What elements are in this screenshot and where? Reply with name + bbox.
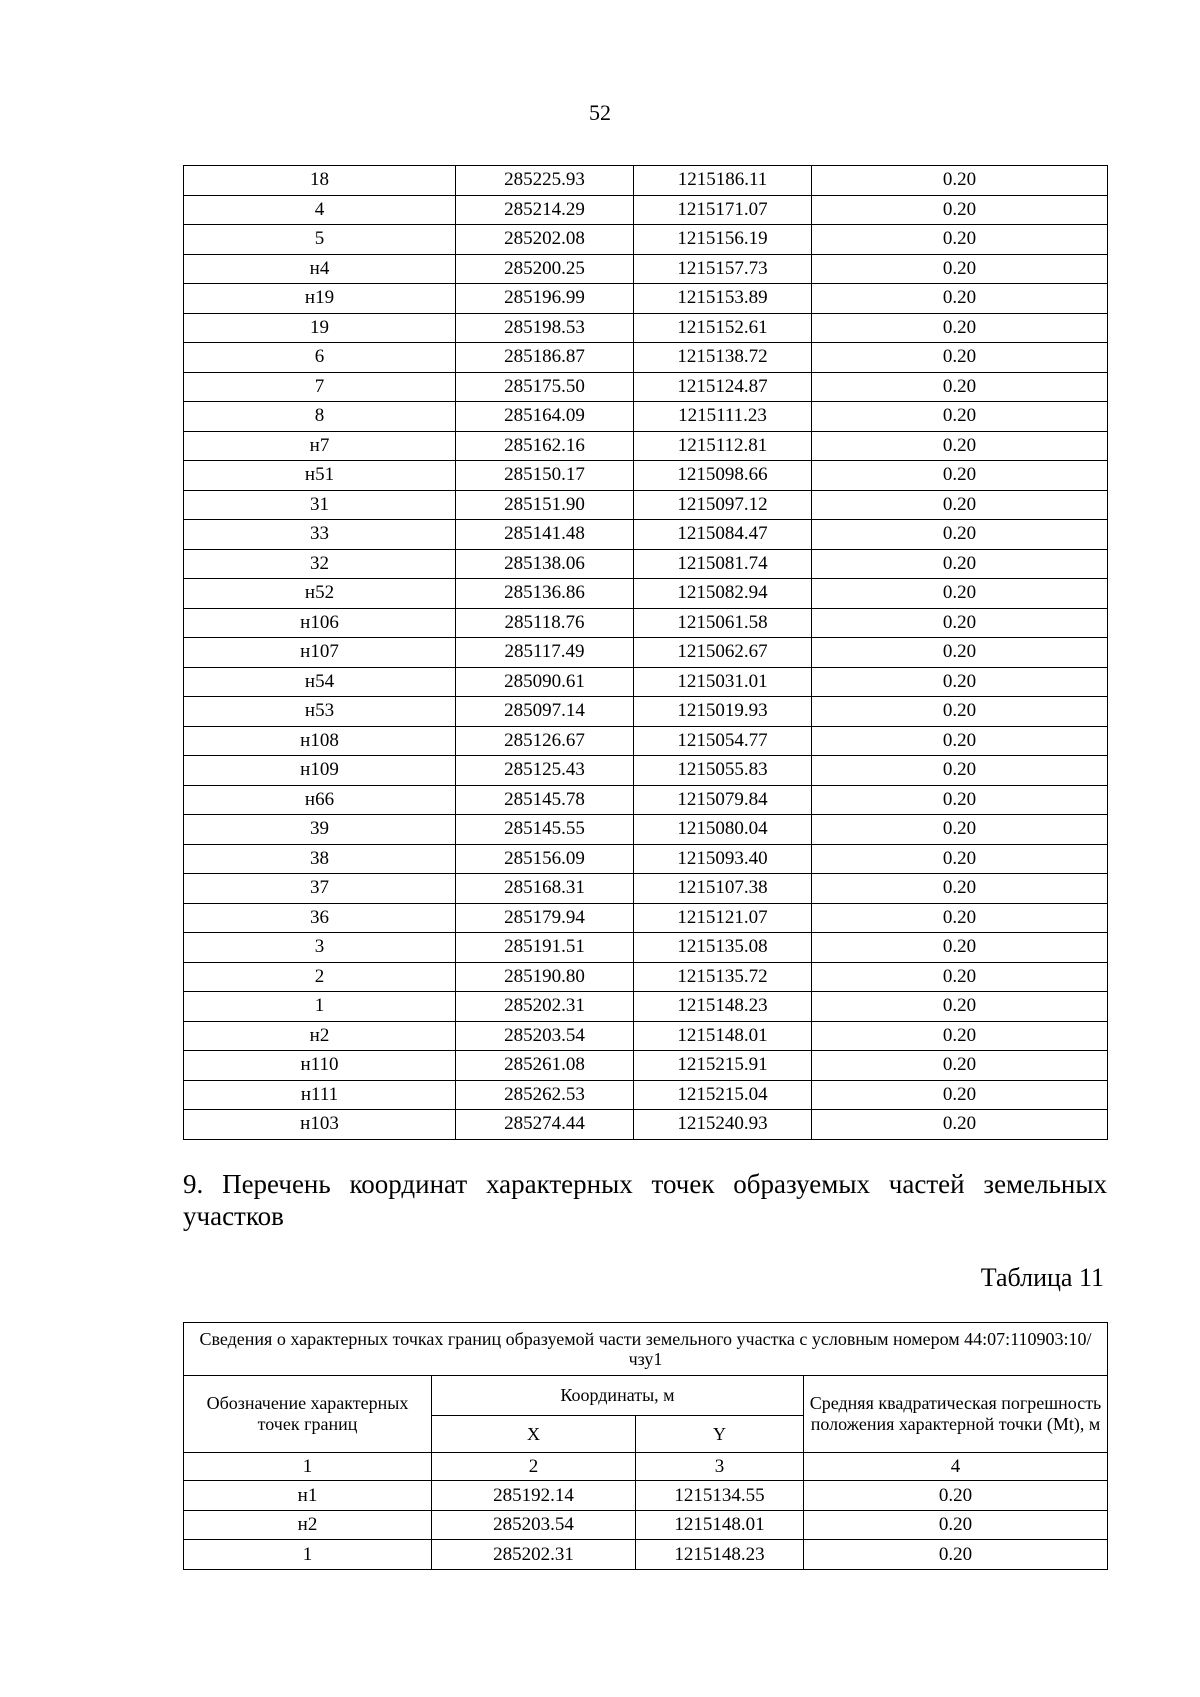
y-cell: 1215148.01 — [634, 1021, 812, 1051]
error-cell: 0.20 — [812, 195, 1108, 225]
point-cell: н52 — [184, 579, 456, 609]
point-cell: н110 — [184, 1051, 456, 1081]
point-cell: 31 — [184, 490, 456, 520]
table-row — [184, 726, 1108, 756]
y-cell: 1215124.87 — [634, 372, 812, 402]
y-cell: 1215111.23 — [634, 402, 812, 432]
error-cell: 0.20 — [812, 815, 1108, 845]
x-cell: 285274.44 — [456, 1110, 634, 1140]
point-cell: 5 — [184, 225, 456, 255]
coordinates-table — [183, 165, 1108, 1140]
x-cell: 285136.86 — [456, 579, 634, 609]
point-cell: 18 — [184, 166, 456, 196]
table-row — [184, 254, 1108, 284]
y-cell: 1215093.40 — [634, 844, 812, 874]
point-cell: н106 — [184, 608, 456, 638]
point-cell: 36 — [184, 903, 456, 933]
error-cell: 0.20 — [812, 490, 1108, 520]
error-cell: 0.20 — [812, 962, 1108, 992]
y-cell: 1215148.01 — [636, 1510, 804, 1540]
point-cell: 7 — [184, 372, 456, 402]
table-row — [184, 520, 1108, 550]
x-cell: 285225.93 — [456, 166, 634, 196]
y-cell: 1215135.72 — [634, 962, 812, 992]
y-cell: 1215098.66 — [634, 461, 812, 491]
error-cell: 0.20 — [812, 608, 1108, 638]
table-row — [184, 402, 1108, 432]
table-row — [184, 431, 1108, 461]
table-row — [184, 874, 1108, 904]
x-cell: 285118.76 — [456, 608, 634, 638]
point-cell: н53 — [184, 697, 456, 727]
point-cell: н108 — [184, 726, 456, 756]
error-cell: 0.20 — [812, 933, 1108, 963]
error-cell: 0.20 — [804, 1510, 1108, 1540]
table-row — [184, 638, 1108, 668]
error-cell: 0.20 — [812, 726, 1108, 756]
table-label: Таблица 11 — [980, 1263, 1104, 1292]
error-cell: 0.20 — [812, 254, 1108, 284]
error-cell: 0.20 — [812, 697, 1108, 727]
error-cell: 0.20 — [812, 667, 1108, 697]
error-cell: 0.20 — [804, 1540, 1108, 1570]
table-row — [184, 343, 1108, 373]
point-cell: н2 — [184, 1510, 432, 1540]
column-number: 4 — [804, 1453, 1108, 1481]
point-cell: 19 — [184, 313, 456, 343]
table-row — [184, 579, 1108, 609]
point-cell: н19 — [184, 284, 456, 314]
x-cell: 285168.31 — [456, 874, 634, 904]
point-cell: 3 — [184, 933, 456, 963]
point-cell: н103 — [184, 1110, 456, 1140]
point-cell: 1 — [184, 1540, 432, 1570]
table-row — [184, 785, 1108, 815]
column-number: 2 — [432, 1453, 636, 1481]
y-cell: 1215148.23 — [636, 1540, 804, 1570]
x-cell: 285097.14 — [456, 697, 634, 727]
y-cell: 1215148.23 — [634, 992, 812, 1022]
table-row — [184, 608, 1108, 638]
error-cell: 0.20 — [812, 756, 1108, 786]
table-row — [184, 903, 1108, 933]
point-cell: н51 — [184, 461, 456, 491]
y-cell: 1215112.81 — [634, 431, 812, 461]
header-error: Средняя квадратическая погрешность положения характерной точки (Mt), м — [804, 1376, 1108, 1453]
x-cell: 285117.49 — [456, 638, 634, 668]
table-11-caption: Сведения о характерных точках границ образуемой части земельного участка с условным номером 44:07:110903:10/чзу1 — [184, 1323, 1108, 1376]
x-cell: 285190.80 — [456, 962, 634, 992]
table-row — [184, 549, 1108, 579]
point-cell: 32 — [184, 549, 456, 579]
error-cell: 0.20 — [812, 461, 1108, 491]
point-cell: н66 — [184, 785, 456, 815]
error-cell: 0.20 — [812, 903, 1108, 933]
x-cell: 285090.61 — [456, 667, 634, 697]
x-cell: 285191.51 — [456, 933, 634, 963]
point-cell: н2 — [184, 1021, 456, 1051]
table-row — [184, 490, 1108, 520]
error-cell: 0.20 — [804, 1481, 1108, 1511]
y-cell: 1215153.89 — [634, 284, 812, 314]
table-row — [184, 667, 1108, 697]
header-coordinates: Координаты, м — [432, 1376, 804, 1416]
table-11 — [183, 1322, 1108, 1570]
x-cell: 285261.08 — [456, 1051, 634, 1081]
point-cell: н107 — [184, 638, 456, 668]
error-cell: 0.20 — [812, 343, 1108, 373]
table-row — [184, 313, 1108, 343]
x-cell: 285202.08 — [456, 225, 634, 255]
error-cell: 0.20 — [812, 313, 1108, 343]
table-row — [184, 1051, 1108, 1081]
point-cell: 39 — [184, 815, 456, 845]
error-cell: 0.20 — [812, 1021, 1108, 1051]
y-cell: 1215081.74 — [634, 549, 812, 579]
y-cell: 1215152.61 — [634, 313, 812, 343]
y-cell: 1215080.04 — [634, 815, 812, 845]
y-cell: 1215215.04 — [634, 1080, 812, 1110]
column-number: 1 — [184, 1453, 432, 1481]
x-cell: 285200.25 — [456, 254, 634, 284]
error-cell: 0.20 — [812, 549, 1108, 579]
point-cell: 2 — [184, 962, 456, 992]
x-cell: 285196.99 — [456, 284, 634, 314]
error-cell: 0.20 — [812, 402, 1108, 432]
x-cell: 285262.53 — [456, 1080, 634, 1110]
x-cell: 285203.54 — [456, 1021, 634, 1051]
x-cell: 285202.31 — [432, 1540, 636, 1570]
error-cell: 0.20 — [812, 785, 1108, 815]
error-cell: 0.20 — [812, 520, 1108, 550]
y-cell: 1215171.07 — [634, 195, 812, 225]
table-row — [184, 992, 1108, 1022]
point-cell: н54 — [184, 667, 456, 697]
table-row — [184, 1110, 1108, 1140]
point-cell: 1 — [184, 992, 456, 1022]
table-row — [184, 844, 1108, 874]
table-row — [184, 756, 1108, 786]
x-cell: 285145.78 — [456, 785, 634, 815]
x-cell: 285186.87 — [456, 343, 634, 373]
column-number: 3 — [636, 1453, 804, 1481]
x-cell: 285150.17 — [456, 461, 634, 491]
error-cell: 0.20 — [812, 372, 1108, 402]
error-cell: 0.20 — [812, 579, 1108, 609]
error-cell: 0.20 — [812, 874, 1108, 904]
y-cell: 1215031.01 — [634, 667, 812, 697]
x-cell: 285202.31 — [456, 992, 634, 1022]
y-cell: 1215156.19 — [634, 225, 812, 255]
table-row — [184, 195, 1108, 225]
table-row — [184, 962, 1108, 992]
y-cell: 1215107.38 — [634, 874, 812, 904]
y-cell: 1215157.73 — [634, 254, 812, 284]
x-cell: 285179.94 — [456, 903, 634, 933]
y-cell: 1215079.84 — [634, 785, 812, 815]
error-cell: 0.20 — [812, 225, 1108, 255]
table-row — [184, 1510, 1108, 1540]
x-cell: 285198.53 — [456, 313, 634, 343]
x-cell: 285164.09 — [456, 402, 634, 432]
table-row — [184, 461, 1108, 491]
point-cell: н111 — [184, 1080, 456, 1110]
y-cell: 1215054.77 — [634, 726, 812, 756]
table-row — [184, 697, 1108, 727]
y-cell: 1215019.93 — [634, 697, 812, 727]
table-row — [184, 1481, 1108, 1511]
page-number: 52 — [589, 100, 611, 125]
table-row — [184, 166, 1108, 196]
error-cell: 0.20 — [812, 1110, 1108, 1140]
point-cell: н4 — [184, 254, 456, 284]
y-cell: 1215082.94 — [634, 579, 812, 609]
x-cell: 285138.06 — [456, 549, 634, 579]
y-cell: 1215084.47 — [634, 520, 812, 550]
point-cell: 33 — [184, 520, 456, 550]
point-cell: н7 — [184, 431, 456, 461]
table-row — [184, 933, 1108, 963]
y-cell: 1215138.72 — [634, 343, 812, 373]
table-row — [184, 815, 1108, 845]
error-cell: 0.20 — [812, 1051, 1108, 1081]
error-cell: 0.20 — [812, 431, 1108, 461]
y-cell: 1215135.08 — [634, 933, 812, 963]
y-cell: 1215055.83 — [634, 756, 812, 786]
point-cell: 8 — [184, 402, 456, 432]
table-row — [184, 372, 1108, 402]
y-cell: 1215134.55 — [636, 1481, 804, 1511]
x-cell: 285156.09 — [456, 844, 634, 874]
error-cell: 0.20 — [812, 638, 1108, 668]
y-cell: 1215240.93 — [634, 1110, 812, 1140]
section-heading: 9. Перечень координат характерных точек образуемых частей земельных участков — [183, 1169, 1107, 1231]
point-cell: 4 — [184, 195, 456, 225]
column-numbers-row — [184, 1453, 1108, 1481]
error-cell: 0.20 — [812, 992, 1108, 1022]
header-point-designation: Обозначение характерных точек границ — [184, 1376, 432, 1453]
x-cell: 285192.14 — [432, 1481, 636, 1511]
x-cell: 285126.67 — [456, 726, 634, 756]
x-cell: 285162.16 — [456, 431, 634, 461]
y-cell: 1215121.07 — [634, 903, 812, 933]
y-cell: 1215215.91 — [634, 1051, 812, 1081]
error-cell: 0.20 — [812, 166, 1108, 196]
x-cell: 285145.55 — [456, 815, 634, 845]
y-cell: 1215062.67 — [634, 638, 812, 668]
x-cell: 285141.48 — [456, 520, 634, 550]
table-row — [184, 1021, 1108, 1051]
header-x: X — [432, 1416, 636, 1453]
x-cell: 285175.50 — [456, 372, 634, 402]
table-row — [184, 1540, 1108, 1570]
point-cell: н1 — [184, 1481, 432, 1511]
x-cell: 285214.29 — [456, 195, 634, 225]
y-cell: 1215061.58 — [634, 608, 812, 638]
y-cell: 1215186.11 — [634, 166, 812, 196]
point-cell: н109 — [184, 756, 456, 786]
point-cell: 6 — [184, 343, 456, 373]
x-cell: 285125.43 — [456, 756, 634, 786]
x-cell: 285203.54 — [432, 1510, 636, 1540]
error-cell: 0.20 — [812, 284, 1108, 314]
point-cell: 38 — [184, 844, 456, 874]
y-cell: 1215097.12 — [634, 490, 812, 520]
header-y: Y — [636, 1416, 804, 1453]
table-row — [184, 284, 1108, 314]
table-row — [184, 225, 1108, 255]
table-row — [184, 1080, 1108, 1110]
error-cell: 0.20 — [812, 1080, 1108, 1110]
point-cell: 37 — [184, 874, 456, 904]
error-cell: 0.20 — [812, 844, 1108, 874]
x-cell: 285151.90 — [456, 490, 634, 520]
